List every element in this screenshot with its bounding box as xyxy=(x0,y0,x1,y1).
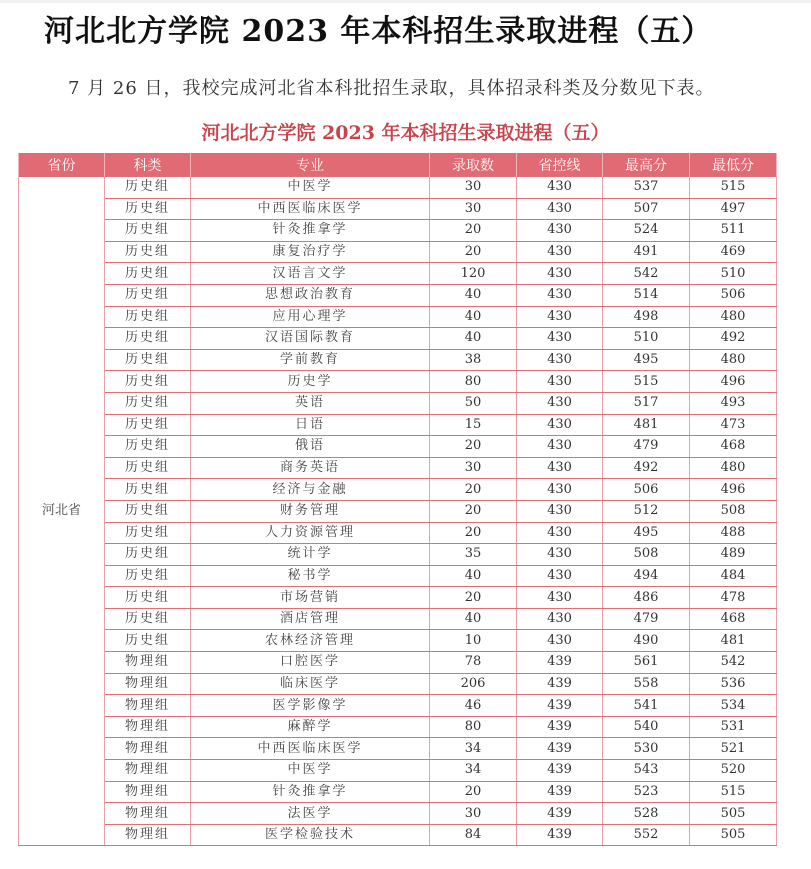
min-score-cell: 496 xyxy=(690,371,777,393)
max-score-cell: 514 xyxy=(603,284,690,306)
table-row xyxy=(19,241,777,263)
admitted-cell: 30 xyxy=(430,803,517,825)
admitted-cell: 20 xyxy=(430,436,517,458)
category-cell: 历史组 xyxy=(105,414,191,436)
admitted-cell: 20 xyxy=(430,479,517,501)
category-cell: 历史组 xyxy=(105,608,191,630)
top-border xyxy=(0,0,811,3)
min-score-cell: 531 xyxy=(690,716,777,738)
category-cell: 历史组 xyxy=(105,500,191,522)
table-row xyxy=(19,392,777,414)
category-cell: 物理组 xyxy=(105,673,191,695)
major-cell: 学前教育 xyxy=(191,349,430,371)
category-cell: 物理组 xyxy=(105,738,191,760)
max-score-cell: 552 xyxy=(603,824,690,846)
table-title: 河北北方学院 2023 年本科招生录取进程（五） xyxy=(201,122,610,144)
min-score-cell: 469 xyxy=(690,241,777,263)
max-score-cell: 540 xyxy=(603,716,690,738)
max-score-cell: 498 xyxy=(603,306,690,328)
category-cell: 历史组 xyxy=(105,220,191,242)
max-score-cell: 528 xyxy=(603,803,690,825)
control-line-cell: 430 xyxy=(517,544,603,566)
table-row xyxy=(19,781,777,803)
table-row xyxy=(19,328,777,350)
max-score-cell: 515 xyxy=(603,371,690,393)
table-row xyxy=(19,630,777,652)
min-score-cell: 510 xyxy=(690,263,777,285)
table-row xyxy=(19,695,777,717)
major-cell: 统计学 xyxy=(191,544,430,566)
admitted-cell: 35 xyxy=(430,544,517,566)
table-row xyxy=(19,198,777,220)
max-score-cell: 481 xyxy=(603,414,690,436)
category-cell: 物理组 xyxy=(105,716,191,738)
major-cell: 日语 xyxy=(191,414,430,436)
control-line-cell: 430 xyxy=(517,328,603,350)
control-line-cell: 439 xyxy=(517,824,603,846)
page-title: 河北北方学院 2023 年本科招生录取进程（五） xyxy=(44,14,713,49)
min-score-cell: 473 xyxy=(690,414,777,436)
max-score-cell: 523 xyxy=(603,781,690,803)
control-line-cell: 430 xyxy=(517,587,603,609)
major-cell: 中医学 xyxy=(191,760,430,782)
category-cell: 历史组 xyxy=(105,241,191,263)
major-cell: 经济与金融 xyxy=(191,479,430,501)
table-row xyxy=(19,479,777,501)
min-score-cell: 488 xyxy=(690,522,777,544)
admitted-cell: 78 xyxy=(430,652,517,674)
control-line-cell: 439 xyxy=(517,695,603,717)
admitted-cell: 20 xyxy=(430,522,517,544)
header-admitted: 录取数 xyxy=(430,153,517,177)
major-cell: 针灸推拿学 xyxy=(191,220,430,242)
table-row xyxy=(19,565,777,587)
min-score-cell: 511 xyxy=(690,220,777,242)
control-line-cell: 439 xyxy=(517,716,603,738)
table-row xyxy=(19,263,777,285)
min-score-cell: 515 xyxy=(690,177,777,199)
control-line-cell: 439 xyxy=(517,673,603,695)
admitted-cell: 38 xyxy=(430,349,517,371)
table-row xyxy=(19,220,777,242)
max-score-cell: 479 xyxy=(603,436,690,458)
table-row xyxy=(19,522,777,544)
control-line-cell: 430 xyxy=(517,457,603,479)
category-cell: 历史组 xyxy=(105,587,191,609)
category-cell: 历史组 xyxy=(105,479,191,501)
max-score-cell: 530 xyxy=(603,738,690,760)
major-cell: 酒店管理 xyxy=(191,608,430,630)
min-score-cell: 505 xyxy=(690,803,777,825)
admitted-cell: 46 xyxy=(430,695,517,717)
control-line-cell: 430 xyxy=(517,630,603,652)
admitted-cell: 84 xyxy=(430,824,517,846)
major-cell: 汉语言文学 xyxy=(191,263,430,285)
admitted-cell: 20 xyxy=(430,781,517,803)
major-cell: 应用心理学 xyxy=(191,306,430,328)
min-score-cell: 484 xyxy=(690,565,777,587)
max-score-cell: 561 xyxy=(603,652,690,674)
major-cell: 俄语 xyxy=(191,436,430,458)
header-max-score: 最高分 xyxy=(603,153,690,177)
control-line-cell: 430 xyxy=(517,198,603,220)
table-row xyxy=(19,349,777,371)
control-line-cell: 430 xyxy=(517,608,603,630)
major-cell: 人力资源管理 xyxy=(191,522,430,544)
control-line-cell: 430 xyxy=(517,392,603,414)
admitted-cell: 206 xyxy=(430,673,517,695)
min-score-cell: 481 xyxy=(690,630,777,652)
table-row xyxy=(19,716,777,738)
category-cell: 历史组 xyxy=(105,284,191,306)
category-cell: 物理组 xyxy=(105,652,191,674)
category-cell: 物理组 xyxy=(105,695,191,717)
major-cell: 英语 xyxy=(191,392,430,414)
header-min-score: 最低分 xyxy=(690,153,777,177)
admitted-cell: 30 xyxy=(430,177,517,199)
max-score-cell: 541 xyxy=(603,695,690,717)
category-cell: 历史组 xyxy=(105,565,191,587)
min-score-cell: 497 xyxy=(690,198,777,220)
major-cell: 秘书学 xyxy=(191,565,430,587)
min-score-cell: 480 xyxy=(690,457,777,479)
max-score-cell: 558 xyxy=(603,673,690,695)
category-cell: 历史组 xyxy=(105,263,191,285)
category-cell: 历史组 xyxy=(105,457,191,479)
max-score-cell: 512 xyxy=(603,500,690,522)
max-score-cell: 524 xyxy=(603,220,690,242)
category-cell: 物理组 xyxy=(105,760,191,782)
admitted-cell: 20 xyxy=(430,587,517,609)
max-score-cell: 479 xyxy=(603,608,690,630)
max-score-cell: 508 xyxy=(603,544,690,566)
min-score-cell: 506 xyxy=(690,284,777,306)
max-score-cell: 486 xyxy=(603,587,690,609)
major-cell: 口腔医学 xyxy=(191,652,430,674)
header-major: 专业 xyxy=(191,153,430,177)
max-score-cell: 495 xyxy=(603,349,690,371)
admitted-cell: 40 xyxy=(430,608,517,630)
max-score-cell: 510 xyxy=(603,328,690,350)
category-cell: 历史组 xyxy=(105,630,191,652)
max-score-cell: 507 xyxy=(603,198,690,220)
max-score-cell: 506 xyxy=(603,479,690,501)
admitted-cell: 20 xyxy=(430,500,517,522)
max-score-cell: 537 xyxy=(603,177,690,199)
major-cell: 医学影像学 xyxy=(191,695,430,717)
control-line-cell: 430 xyxy=(517,371,603,393)
min-score-cell: 536 xyxy=(690,673,777,695)
control-line-cell: 430 xyxy=(517,349,603,371)
category-cell: 历史组 xyxy=(105,349,191,371)
table-row xyxy=(19,177,777,199)
major-cell: 中西医临床医学 xyxy=(191,198,430,220)
control-line-cell: 439 xyxy=(517,652,603,674)
control-line-cell: 439 xyxy=(517,803,603,825)
table-row xyxy=(19,371,777,393)
major-cell: 市场营销 xyxy=(191,587,430,609)
category-cell: 历史组 xyxy=(105,371,191,393)
category-cell: 物理组 xyxy=(105,803,191,825)
province-cell: 河北省 xyxy=(19,177,105,846)
control-line-cell: 430 xyxy=(517,565,603,587)
major-cell: 农林经济管理 xyxy=(191,630,430,652)
max-score-cell: 543 xyxy=(603,760,690,782)
category-cell: 历史组 xyxy=(105,436,191,458)
control-line-cell: 439 xyxy=(517,781,603,803)
table-row xyxy=(19,673,777,695)
min-score-cell: 505 xyxy=(690,824,777,846)
category-cell: 历史组 xyxy=(105,177,191,199)
min-score-cell: 542 xyxy=(690,652,777,674)
table-header-row xyxy=(19,153,777,177)
major-cell: 康复治疗学 xyxy=(191,241,430,263)
control-line-cell: 430 xyxy=(517,522,603,544)
major-cell: 法医学 xyxy=(191,803,430,825)
table-row xyxy=(19,500,777,522)
max-score-cell: 490 xyxy=(603,630,690,652)
table-row xyxy=(19,824,777,846)
control-line-cell: 430 xyxy=(517,306,603,328)
min-score-cell: 492 xyxy=(690,328,777,350)
min-score-cell: 515 xyxy=(690,781,777,803)
major-cell: 财务管理 xyxy=(191,500,430,522)
min-score-cell: 489 xyxy=(690,544,777,566)
control-line-cell: 430 xyxy=(517,220,603,242)
admitted-cell: 15 xyxy=(430,414,517,436)
admitted-cell: 40 xyxy=(430,306,517,328)
admitted-cell: 30 xyxy=(430,457,517,479)
major-cell: 医学检验技术 xyxy=(191,824,430,846)
header-category: 科类 xyxy=(105,153,191,177)
max-score-cell: 517 xyxy=(603,392,690,414)
control-line-cell: 430 xyxy=(517,500,603,522)
min-score-cell: 521 xyxy=(690,738,777,760)
admitted-cell: 34 xyxy=(430,760,517,782)
min-score-cell: 478 xyxy=(690,587,777,609)
major-cell: 汉语国际教育 xyxy=(191,328,430,350)
category-cell: 历史组 xyxy=(105,328,191,350)
header-control-line: 省控线 xyxy=(517,153,603,177)
table-row xyxy=(19,738,777,760)
max-score-cell: 542 xyxy=(603,263,690,285)
min-score-cell: 480 xyxy=(690,349,777,371)
table-row xyxy=(19,544,777,566)
major-cell: 思想政治教育 xyxy=(191,284,430,306)
major-cell: 中医学 xyxy=(191,177,430,199)
category-cell: 历史组 xyxy=(105,544,191,566)
table-row xyxy=(19,414,777,436)
major-cell: 麻醉学 xyxy=(191,716,430,738)
table-row xyxy=(19,803,777,825)
admitted-cell: 34 xyxy=(430,738,517,760)
control-line-cell: 430 xyxy=(517,241,603,263)
admitted-cell: 40 xyxy=(430,328,517,350)
admission-table xyxy=(18,153,777,846)
major-cell: 商务英语 xyxy=(191,457,430,479)
intro-paragraph: 7 月 26 日，我校完成河北省本科批招生录取，具体招录科类及分数见下表。 xyxy=(68,78,715,99)
control-line-cell: 430 xyxy=(517,414,603,436)
admitted-cell: 80 xyxy=(430,716,517,738)
header-province: 省份 xyxy=(19,153,105,177)
min-score-cell: 468 xyxy=(690,436,777,458)
category-cell: 历史组 xyxy=(105,198,191,220)
max-score-cell: 492 xyxy=(603,457,690,479)
control-line-cell: 430 xyxy=(517,263,603,285)
admitted-cell: 10 xyxy=(430,630,517,652)
category-cell: 历史组 xyxy=(105,392,191,414)
table-row xyxy=(19,284,777,306)
major-cell: 针灸推拿学 xyxy=(191,781,430,803)
admitted-cell: 50 xyxy=(430,392,517,414)
control-line-cell: 439 xyxy=(517,738,603,760)
max-score-cell: 495 xyxy=(603,522,690,544)
category-cell: 历史组 xyxy=(105,306,191,328)
admitted-cell: 120 xyxy=(430,263,517,285)
admitted-cell: 80 xyxy=(430,371,517,393)
category-cell: 历史组 xyxy=(105,522,191,544)
admitted-cell: 40 xyxy=(430,284,517,306)
major-cell: 中西医临床医学 xyxy=(191,738,430,760)
major-cell: 临床医学 xyxy=(191,673,430,695)
max-score-cell: 491 xyxy=(603,241,690,263)
admitted-cell: 30 xyxy=(430,198,517,220)
admitted-cell: 40 xyxy=(430,565,517,587)
admitted-cell: 20 xyxy=(430,220,517,242)
category-cell: 物理组 xyxy=(105,824,191,846)
min-score-cell: 508 xyxy=(690,500,777,522)
min-score-cell: 520 xyxy=(690,760,777,782)
table-row xyxy=(19,760,777,782)
max-score-cell: 494 xyxy=(603,565,690,587)
control-line-cell: 430 xyxy=(517,479,603,501)
table-row xyxy=(19,436,777,458)
min-score-cell: 468 xyxy=(690,608,777,630)
control-line-cell: 430 xyxy=(517,436,603,458)
control-line-cell: 439 xyxy=(517,760,603,782)
control-line-cell: 430 xyxy=(517,177,603,199)
category-cell: 物理组 xyxy=(105,781,191,803)
min-score-cell: 493 xyxy=(690,392,777,414)
min-score-cell: 534 xyxy=(690,695,777,717)
min-score-cell: 480 xyxy=(690,306,777,328)
major-cell: 历史学 xyxy=(191,371,430,393)
min-score-cell: 496 xyxy=(690,479,777,501)
table-row xyxy=(19,306,777,328)
control-line-cell: 430 xyxy=(517,284,603,306)
table-row xyxy=(19,608,777,630)
admitted-cell: 20 xyxy=(430,241,517,263)
table-row xyxy=(19,457,777,479)
table-row xyxy=(19,652,777,674)
table-row xyxy=(19,587,777,609)
